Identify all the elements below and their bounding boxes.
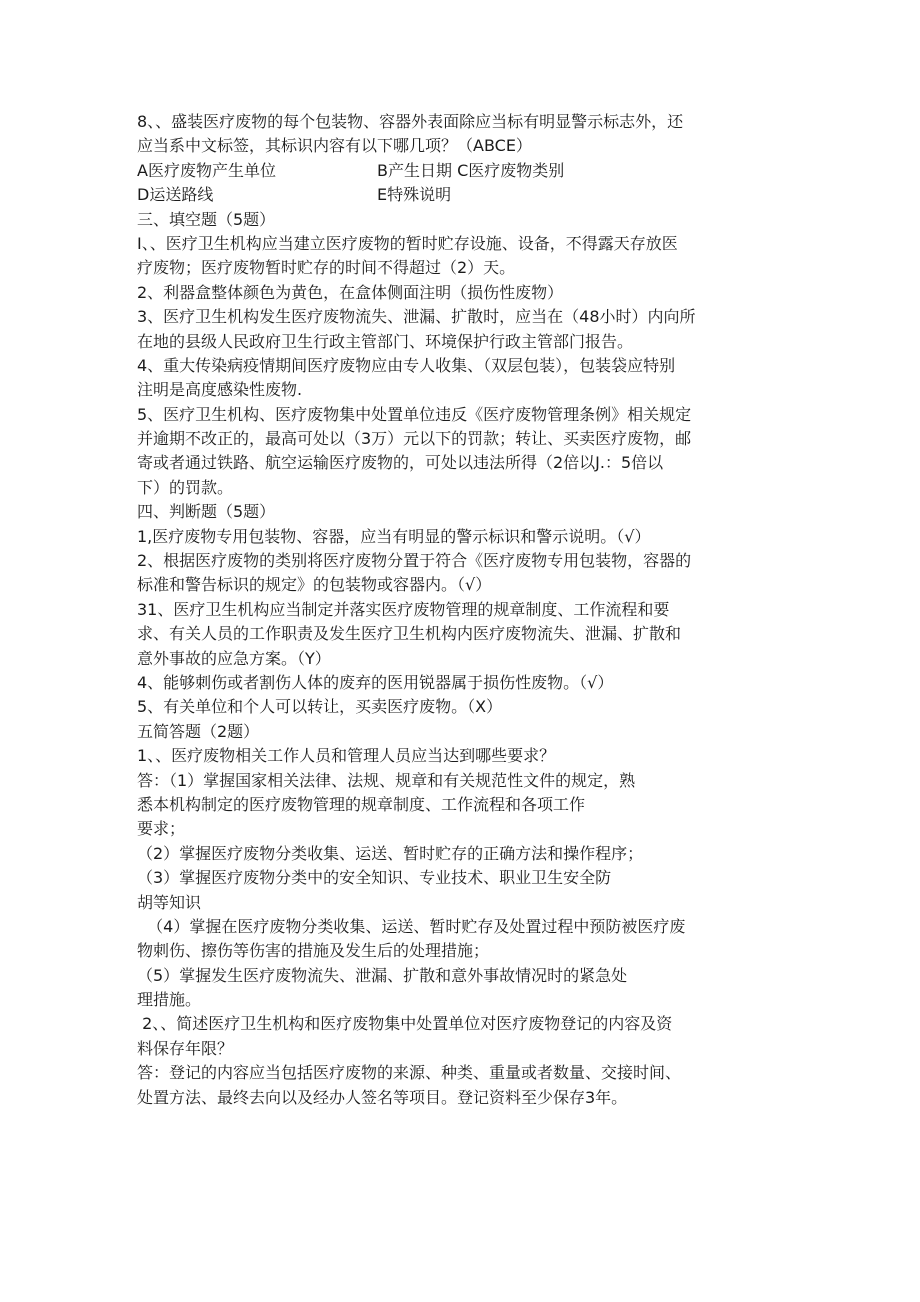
short-answer-line: 要求； [137, 819, 186, 839]
short-answer-line: （5）掌握发生医疗废物流失、泄漏、扩散和意外事故情况时的紧急处 [137, 965, 628, 985]
short-answer-line: 1、、医疗废物相关工作人员和管理人员应当达到哪些要求？ [137, 746, 556, 766]
fill-blank-1-line-2: 疗废物；医疗废物暂时贮存的时间不得超过（2）天。 [137, 258, 516, 278]
q8-option-b-c: B产生日期 C医疗废物类别 [377, 160, 565, 180]
short-answer-line: 料保存年限？ [137, 1038, 234, 1058]
fill-blank-5-line-3: 寄或者通过铁路、航空运输医疗废物的，可处以违法所得（2倍以J.：5倍以 [137, 453, 664, 473]
q8-line-2: 应当系中文标签，其标识内容有以下哪几项？（ABCE） [137, 136, 532, 156]
short-answer-line: 物刺伤、擦伤等伤害的措施及发生后的处理措施； [137, 941, 490, 961]
q8-options-row-2 [137, 183, 797, 207]
true-false-2-line-2: 标准和警告标识的规定》的包装物或容器内。（√） [137, 575, 492, 595]
short-answer-line: 悉本机构制定的医疗废物管理的规章制度、工作流程和各项工作 [137, 794, 586, 814]
short-answer-line: （4）掌握在医疗废物分类收集、运送、暂时贮存及处置过程中预防被医疗废 [137, 916, 686, 936]
true-false-3-line-2: 求、有关人员的工作职责及发生医疗卫生机构内医疗废物流失、泄漏、扩散和 [137, 624, 682, 644]
q8-option-a: A医疗废物产生单位 [137, 160, 276, 180]
section-heading-fill-blank: 三、填空题（5题） [137, 209, 276, 229]
short-answer-line: 胡等知识 [137, 892, 202, 912]
section-heading-true-false: 四、判断题（5题） [137, 502, 276, 522]
fill-blank-4-line-1: 4、重大传染病疫情期间医疗废物应由专人收集、（双层包装），包装袋应特别 [137, 355, 676, 375]
fill-blank-1-line-1: I、、医疗卫生机构应当建立医疗废物的暂时贮存设施、设备，不得露天存放医 [137, 233, 678, 253]
q8-option-d: D运送路线 [137, 185, 214, 205]
true-false-3-line-1: 31、医疗卫生机构应当制定并落实医疗废物管理的规章制度、工作流程和要 [137, 599, 670, 619]
fill-blank-5-line-1: 5、医疗卫生机构、医疗废物集中处置单位违反《医疗废物管理条例》相关规定 [137, 404, 692, 424]
true-false-4-line-1: 4、能够刺伤或者割伤人体的废弃的医用锐器属于损伤性废物。（√） [137, 672, 614, 692]
fill-blank-2-line-1: 2、利器盒整体颜色为黄色，在盒体侧面注明（损伤性废物） [137, 282, 564, 302]
short-answer-line: 答：登记的内容应当包括医疗废物的来源、种类、重量或者数量、交接时间、 [137, 1063, 682, 1083]
true-false-1-line-1: 1,医疗废物专用包装物、容器，应当有明显的警示标识和警示说明。（√） [137, 526, 651, 546]
short-answer-line: （3）掌握医疗废物分类中的安全知识、专业技术、职业卫生安全防 [137, 868, 612, 888]
q8-option-e: E特殊说明 [377, 185, 452, 205]
true-false-3-line-3: 意外事故的应急方案。（Y） [137, 648, 331, 668]
fill-blank-5-line-4: 下）的罚款。 [137, 477, 234, 497]
document-body [137, 110, 797, 1110]
q8-line-1: 8、、盛装医疗废物的每个包装物、容器外表面除应当标有明显警示标志外，还 [137, 112, 684, 131]
section-heading-short-answer: 五简答题（2题） [137, 721, 260, 741]
fill-blank-3-line-2: 在地的县级人民政府卫生行政主管部门、环境保护行政主管部门报告。 [137, 331, 634, 351]
fill-blank-4-line-2: 注明是高度感染性废物. [137, 380, 303, 400]
short-answer-line: 2、、简述医疗卫生机构和医疗废物集中处置单位对医疗废物登记的内容及资 [137, 1014, 673, 1034]
short-answer-line: 理措施。 [137, 990, 202, 1010]
fill-blank-5-line-2: 并逾期不改正的，最高可处以（3万）元以下的罚款；转让、买卖医疗废物，邮 [137, 429, 692, 449]
short-answer-line: 处置方法、最终去向以及经办人签名等项目。登记资料至少保存3年。 [137, 1087, 628, 1107]
short-answer-line: （2）掌握医疗废物分类收集、运送、暂时贮存的正确方法和操作程序； [137, 843, 644, 863]
short-answer-line: 答：（1）掌握国家相关法律、法规、规章和有关规范性文件的规定，熟 [137, 770, 636, 790]
q8-options-row-1 [137, 159, 797, 183]
true-false-5-line-1: 5、有关单位和个人可以转让，买卖医疗废物。（X） [137, 697, 503, 717]
true-false-2-line-1: 2、根据医疗废物的类别将医疗废物分置于符合《医疗废物专用包装物，容器的 [137, 551, 692, 571]
fill-blank-3-line-1: 3、医疗卫生机构发生医疗废物流失、泄漏、扩散时，应当在（48小时）内向所 [137, 307, 696, 327]
